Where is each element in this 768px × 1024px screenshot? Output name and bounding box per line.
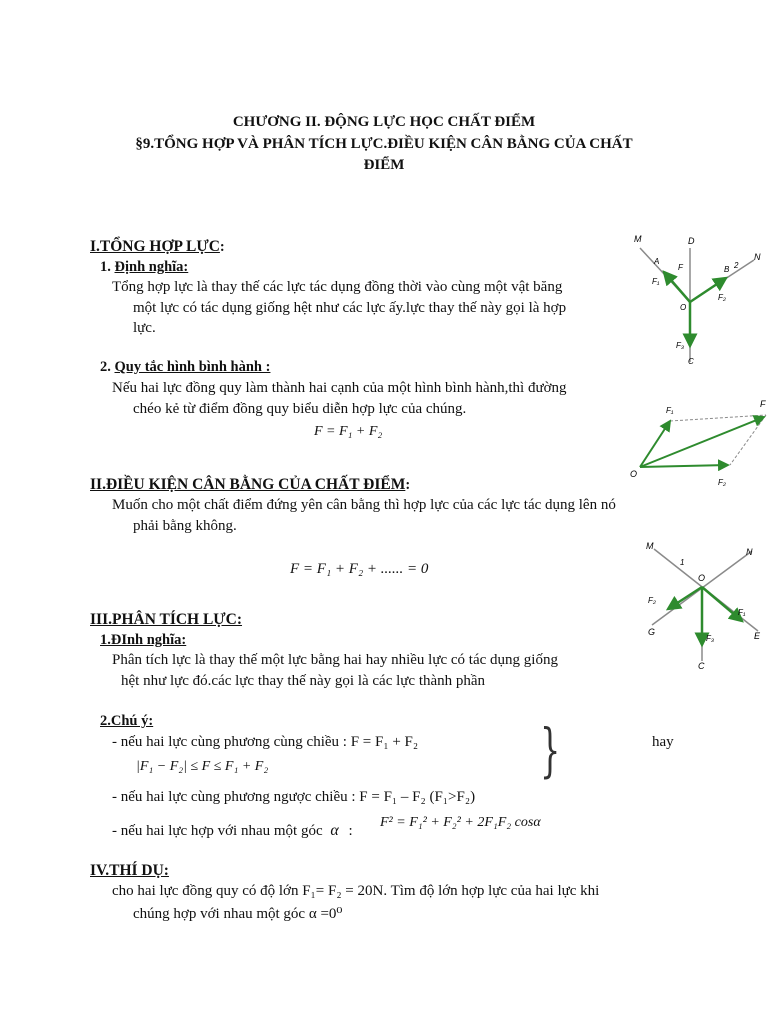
figure-parallelogram xyxy=(626,395,768,490)
figure-decomposition xyxy=(632,535,768,670)
example-line-1: cho hai lực đồng quy có độ lớn F₁= F₂ = 20N. Tìm độ lớn hợp lực của hai lực khi xyxy=(112,883,600,899)
definition-line-1: Tổng hợp lực là thay thế các lực tác dụng đồng thời vào cùng một vật băng xyxy=(112,279,563,295)
heading-part-2: II.ĐIỀU KIỆN CÂN BẰNG CỦA CHẤT ĐIỂM: xyxy=(90,476,411,493)
label-n: N xyxy=(746,547,753,557)
label-f2: F₂ xyxy=(718,478,726,487)
definition-line-3: lực. xyxy=(133,320,156,336)
label-1: 1 xyxy=(680,558,685,567)
label-f1: F₁ xyxy=(738,608,746,617)
decomposition-line-2: hệt như lực đó.các lực thay thế này gọi là các lực thành phần xyxy=(121,673,486,689)
vector-f2 xyxy=(640,465,728,467)
vector-f1 xyxy=(702,587,742,621)
case-opposite-direction: - nếu hai lực cùng phương ngược chiều : F = F₁ – F₂ (F₁>F₂) xyxy=(112,789,476,805)
rule-line-2: chéo kẻ từ điểm đồng quy biểu diễn hợp lực của chúng. xyxy=(133,401,467,417)
label-c: C xyxy=(698,661,705,670)
label-c: C xyxy=(688,357,694,366)
label-d: D xyxy=(688,236,695,246)
resultant-formula: F = F₁ + F₂ xyxy=(314,424,383,439)
example-line-2: chúng hợp với nhau một góc α =0⁰ xyxy=(133,906,343,922)
note-heading: 2.Chú ý: xyxy=(100,713,154,729)
case-same-direction: - nếu hai lực cùng phương cùng chiều : F = F₁ + F₂ xyxy=(112,734,419,750)
label-f3: F₃ xyxy=(706,634,715,643)
label-g: G xyxy=(648,627,656,637)
magnitude-inequality: |F₁ − F₂| ≤ F ≤ F₁ + F₂ xyxy=(136,759,269,774)
rule-line-1: Nếu hai lực đồng quy làm thành hai cạnh của một hình bình hành,thì đường xyxy=(112,380,567,396)
figure-concurrent-forces xyxy=(628,230,768,370)
heading-part-3: III.PHÂN TÍCH LỰC: xyxy=(90,611,243,628)
equilibrium-line-2: phải bằng không. xyxy=(133,518,237,534)
label-m: M xyxy=(634,234,642,244)
heading-part-1: I.TỔNG HỢP LỰC: xyxy=(90,238,225,255)
brace-symbol: } xyxy=(540,716,561,784)
section-title: §9.TỔNG HỢP VÀ PHÂN TÍCH LỰC.ĐIỀU KIỆN CÂN BẰNG CỦA CHẤT xyxy=(135,136,633,152)
section-title-cont: ĐIỂM xyxy=(363,157,405,173)
alpha-symbol: α xyxy=(330,822,339,839)
label-a: A xyxy=(654,257,660,266)
equilibrium-formula: F = F₁ + F₂ + ...... = 0 xyxy=(290,561,429,577)
label-f3: F₃ xyxy=(676,341,685,350)
label-f: F xyxy=(678,263,683,272)
heading-part-4: IV.THÍ DỤ: xyxy=(90,862,169,879)
decomposition-line-1: Phân tích lực là thay thế một lực bằng hai hay nhiều lực có tác dụng giống xyxy=(112,652,558,668)
equilibrium-line-1: Muốn cho một chất điểm đứng yên cân bằng thì hợp lực của các lực tác dụng lên nó xyxy=(112,497,616,513)
definition-line-2: một lực có tác dụng giống hệt như các lực ấy.lực thay thế này gọi là hợp xyxy=(133,300,567,316)
vector-resultant xyxy=(640,417,764,467)
vector-f2 xyxy=(668,587,702,609)
label-2: 2 xyxy=(734,261,739,270)
label-f2: F₂ xyxy=(718,293,726,302)
parallelogram-rule-heading: 2. Quy tắc hình bình hành : xyxy=(100,359,271,375)
cosine-law-formula: F² = F₁² + F₂² + 2F₁F₂ cosα xyxy=(380,815,541,830)
label-e: E xyxy=(754,631,761,641)
label-f2: F₂ xyxy=(648,596,656,605)
vector-f1 xyxy=(664,272,690,302)
label-f1: F₁ xyxy=(666,406,674,415)
or-word: hay xyxy=(652,734,674,750)
label-m: M xyxy=(646,541,654,551)
definition-heading: 1. Định nghĩa: xyxy=(100,259,189,275)
parallelogram-top xyxy=(670,415,766,421)
label-f: F xyxy=(760,399,766,409)
decomposition-definition-heading: 1.ĐInh nghĩa: xyxy=(100,632,187,648)
label-o: O xyxy=(698,573,706,583)
case-angle: - nếu hai lực hợp với nhau một góc α : xyxy=(112,822,353,839)
label-b: B xyxy=(724,265,730,274)
chapter-title: CHƯƠNG II. ĐỘNG LỰC HỌC CHẤT ĐIỂM xyxy=(232,114,536,130)
label-o: O xyxy=(630,469,638,479)
label-f1: F₁ xyxy=(652,277,660,286)
label-o: O xyxy=(680,303,687,312)
label-n: N xyxy=(754,252,761,262)
